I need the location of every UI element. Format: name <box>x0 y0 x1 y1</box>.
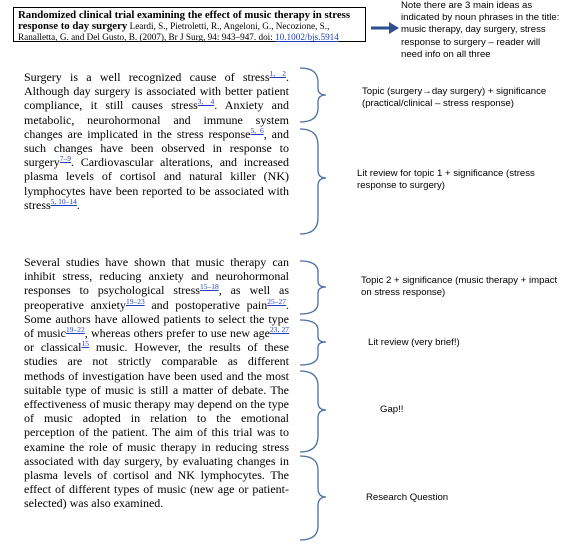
brace-3 <box>300 261 326 314</box>
paragraph-text: and postoperative pain <box>144 297 268 312</box>
citation-reference-link[interactable]: 3, 4 <box>197 97 215 107</box>
paragraph-text: . Cardiovascular alterations, and increased plasma levels of cortisol and natural killer (NK) lymphocytes have been reported to be associated with stress <box>24 155 289 212</box>
paragraph-text: music. However, the results of these studies are not strictly comparable as different methods of investigation have been used and the most suitable type of music is still a matter of debate. The effectiveness of music therapy may depend on the type of music adopted in relation to the emotional perception of the patient. The aim of this trial was to examine the role of music therapy in reducing stress associated with day surgery, by evaluating changes in plasma levels of cortisol and NK lymphocytes. The effect of different types of music (new age or patient-selected) was also examined. <box>24 340 289 511</box>
title-note: Note there are 3 main ideas as indicated by noun phrases in the title: music therapy, day surgery, stress response to surgery – reader will need info on all three <box>401 0 560 60</box>
citation-reference-link[interactable]: 15–18 <box>199 282 219 292</box>
brace-6 <box>300 456 326 540</box>
citation-reference-link[interactable]: 5, 6 <box>250 125 264 135</box>
citation-reference-link[interactable]: 7–9 <box>59 154 72 164</box>
article-title: Randomized clinical trial examining the effect of music therapy in stress response to day surgery <box>18 9 351 32</box>
paragraph-text: . Anxiety and metabolic, neurohormonal and immune system changes are implicated in the stress response <box>24 98 290 141</box>
doi-link[interactable]: 10.1002/bjs.5914 <box>275 32 339 42</box>
paragraph-text: , as well as preoperative anxiety <box>24 283 289 312</box>
paragraph-text: . Some authors have allowed patients to select the type of music <box>24 297 289 341</box>
annotation-lit-review-2: Lit review (very brief!) <box>368 337 460 348</box>
annotation-topic-2: Topic 2 + significance (music therapy + impact on stress response) <box>361 275 558 299</box>
paragraph-text: , whereas others prefer to use new age <box>84 326 270 341</box>
citation-reference-link[interactable]: 19–23 <box>125 296 145 306</box>
citation-reference-link[interactable]: 5, 10–14 <box>50 196 77 206</box>
annotation-lit-review-1: Lit review for topic 1 + significance (stress response to surgery) <box>357 168 535 192</box>
citation-reference-link[interactable]: 19–22 <box>65 325 85 335</box>
brace-4 <box>300 320 326 365</box>
paragraph-text: Several studies have shown that music therapy can inhibit stress, reducing anxiety and neurohormonal responses to psychological stress <box>24 255 289 298</box>
brace-5 <box>300 371 326 452</box>
citation-authors: Leardi, S., Pietroletti, R., Angeloni, G., Necozione, S., Ranalletta, G. and Del Gusto, B. (2007), Br J Surg, 94: 943–947. doi: <box>18 21 330 42</box>
brace-1 <box>300 68 326 122</box>
annotation-research-question: Research Question <box>366 492 449 503</box>
paragraph-text: or classical <box>24 340 82 355</box>
paragraph-text: . <box>76 197 80 212</box>
citation-reference-link[interactable]: 25–27 <box>267 296 286 306</box>
citation-reference-link[interactable]: 1, 2 <box>269 69 287 78</box>
annotation-gap: Gap!! <box>380 404 404 415</box>
paragraph-text: Surgery is a well recognized cause of stress <box>24 70 270 84</box>
paragraph-text: , and such changes have been observed in response to surgery <box>24 126 290 170</box>
citation-reference-link[interactable]: 23, 27 <box>269 325 289 335</box>
citation-reference-link[interactable]: 15 <box>81 339 90 349</box>
paragraph-text: . Although day surgery is associated with better patient compliance, it still causes stress <box>24 70 290 113</box>
annotation-topic-1: Topic (surgery→day surgery) + significance (practical/clinical – stress response) <box>362 86 547 110</box>
brace-2 <box>300 129 326 234</box>
